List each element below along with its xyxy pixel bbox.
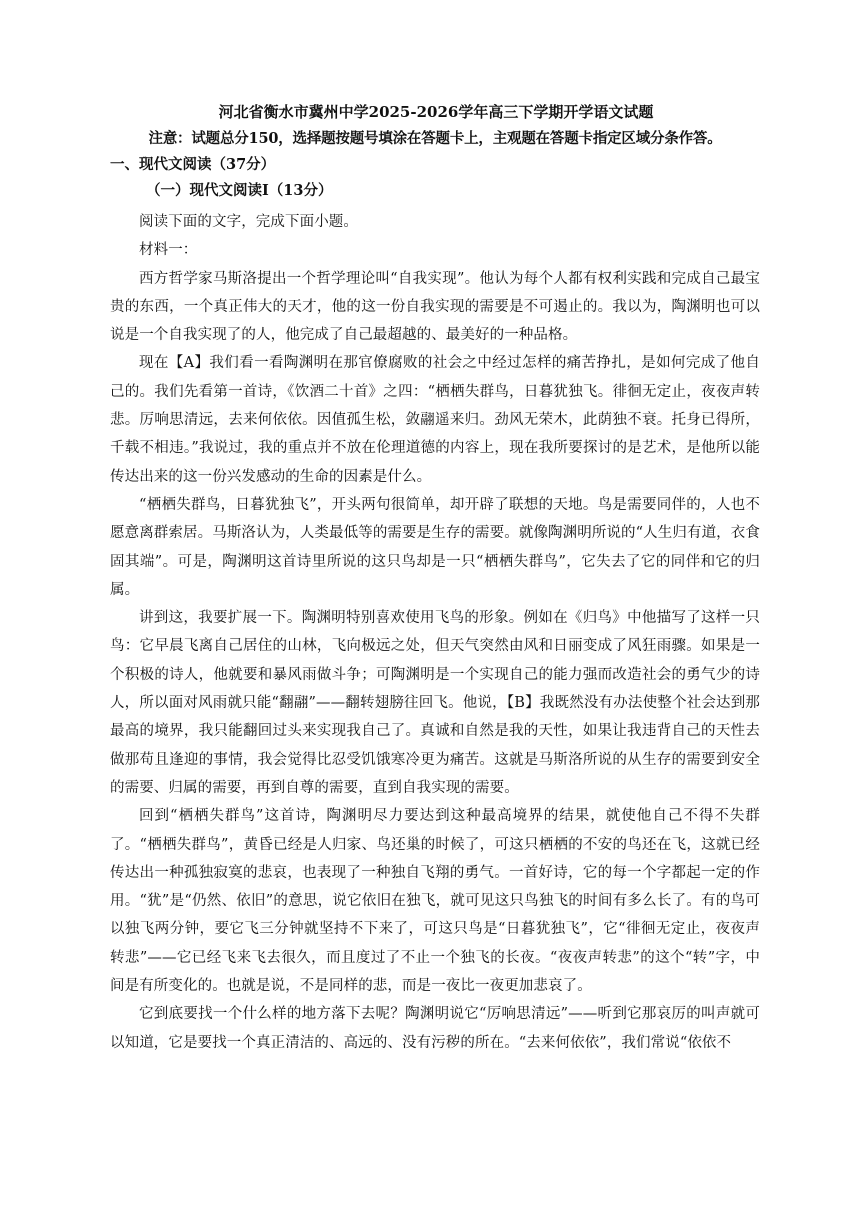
document-title: 河北省衡水市冀州中学2025-2026学年高三下学期开学语文试题	[218, 103, 654, 121]
paragraph: 西方哲学家马斯洛提出一个哲学理论叫“自我实现”。他认为每个人都有权利实践和完成自己最宝贵的东西，一个真正伟大的天才，他的这一份自我实现的需要是不可遏止的。我以为，陶渊明也可以说是一个自我实现了的人，他完成了自己最超越的、最美好的一种品格。	[110, 270, 760, 344]
paragraph: 讲到这，我要扩展一下。陶渊明特别喜欢使用飞鸟的形象。例如在《归鸟》中他描写了这样一只鸟：它早晨飞离自己居住的山林，飞向极远之处，但天气突然由风和日丽变成了风狂雨骤。如果是一个积极的诗人，他就要和暴风雨做斗争；可陶渊明是一个实现自己的能力强而改造社会的勇气少的诗人，所以面对风雨就只能“翻翮”——翻转翅膀往回飞。他说，【B】我既然没有办法使整个社会达到那最高的境界，我只能翻回过头来实现我自己了。真诚和自然是我的天性，如果让我违背自己的天性去做那苟且逢迎的事情，我会觉得比忍受饥饿寒冷更为痛苦。这就是马斯洛所说的从生存的需要到安全的需要、归属的需要，再到自尊的需要，直到自我实现的需要。	[110, 610, 760, 796]
paragraph: “栖栖失群鸟，日暮犹独飞”，开头两句很简单，却开辟了联想的天地。鸟是需要同伴的，人也不愿意离群索居。马斯洛认为，人类最低等的需要是生存的需要。就像陶渊明所说的“人生归有道，衣食固其端”。可是，陶渊明这首诗里所说的这只鸟却是一只“栖栖失群鸟”，它失去了它的同伴和它的归属。	[110, 496, 760, 598]
paragraph: 回到“栖栖失群鸟”这首诗，陶渊明尽力要达到这种最高境界的结果，就使他自己不得不失群了。“栖栖失群鸟”，黄昏已经是人归家、鸟还巢的时候了，可这只栖栖的不安的鸟还在飞，这就已经传达出一种孤独寂寞的悲哀，也表现了一种独自飞翔的勇气。一首好诗，它的每一个字都起一定的作用。“犹”是“仍然、依旧”的意思，说它依旧在独飞，就可见这只鸟独飞的时间有多么长了。有的鸟可以独飞两分钟，要它飞三分钟就坚持不下来了，可这只鸟是“日暮犹独飞”，它“徘徊无定止，夜夜声转悲”——它已经飞来飞去很久，而且度过了不止一个独飞的长夜。“夜夜声转悲”的这个“转”字，中间是有所变化的。也就是说，不是同样的悲，而是一夜比一夜更加悲哀了。	[110, 808, 760, 995]
paragraph: 它到底要找一个什么样的地方落下去呢？陶渊明说它“厉响思清远”——听到它那哀厉的叫声就可以知道，它是要找一个真正清洁的、高远的、没有污秽的所在。“去来何依依”，我们常说“依依不	[110, 1006, 760, 1051]
section-heading: 一、现代文阅读（37分）	[110, 156, 276, 173]
reading-instruction: 阅读下面的文字，完成下面小题。	[139, 214, 358, 230]
exam-notice: 注意：试题总分150，选择题按题号填涂在答题卡上，主观题在答题卡指定区域分条作答。	[148, 130, 722, 147]
subsection-heading: （一）现代文阅读Ⅰ（13分）	[146, 182, 333, 199]
paragraph: 现在【A】我们看一看陶渊明在那官僚腐败的社会之中经过怎样的痛苦挣扎，是如何完成了他自己的。我们先看第一首诗，《饮酒二十首》之四：“栖栖失群鸟，日暮犹独飞。徘徊无定止，夜夜声转悲。厉响思清远，去来何依依。因值孤生松，敛翮遥来归。劲风无荣木，此荫独不衰。托身已得所，千载不相违。”我说过，我的重点并不放在伦理道德的内容上，现在我所要探讨的是艺术，是他所以能传达出来的这一份兴发感动的生命的因素是什么。	[110, 355, 760, 485]
material-label: 材料一：	[139, 242, 198, 259]
